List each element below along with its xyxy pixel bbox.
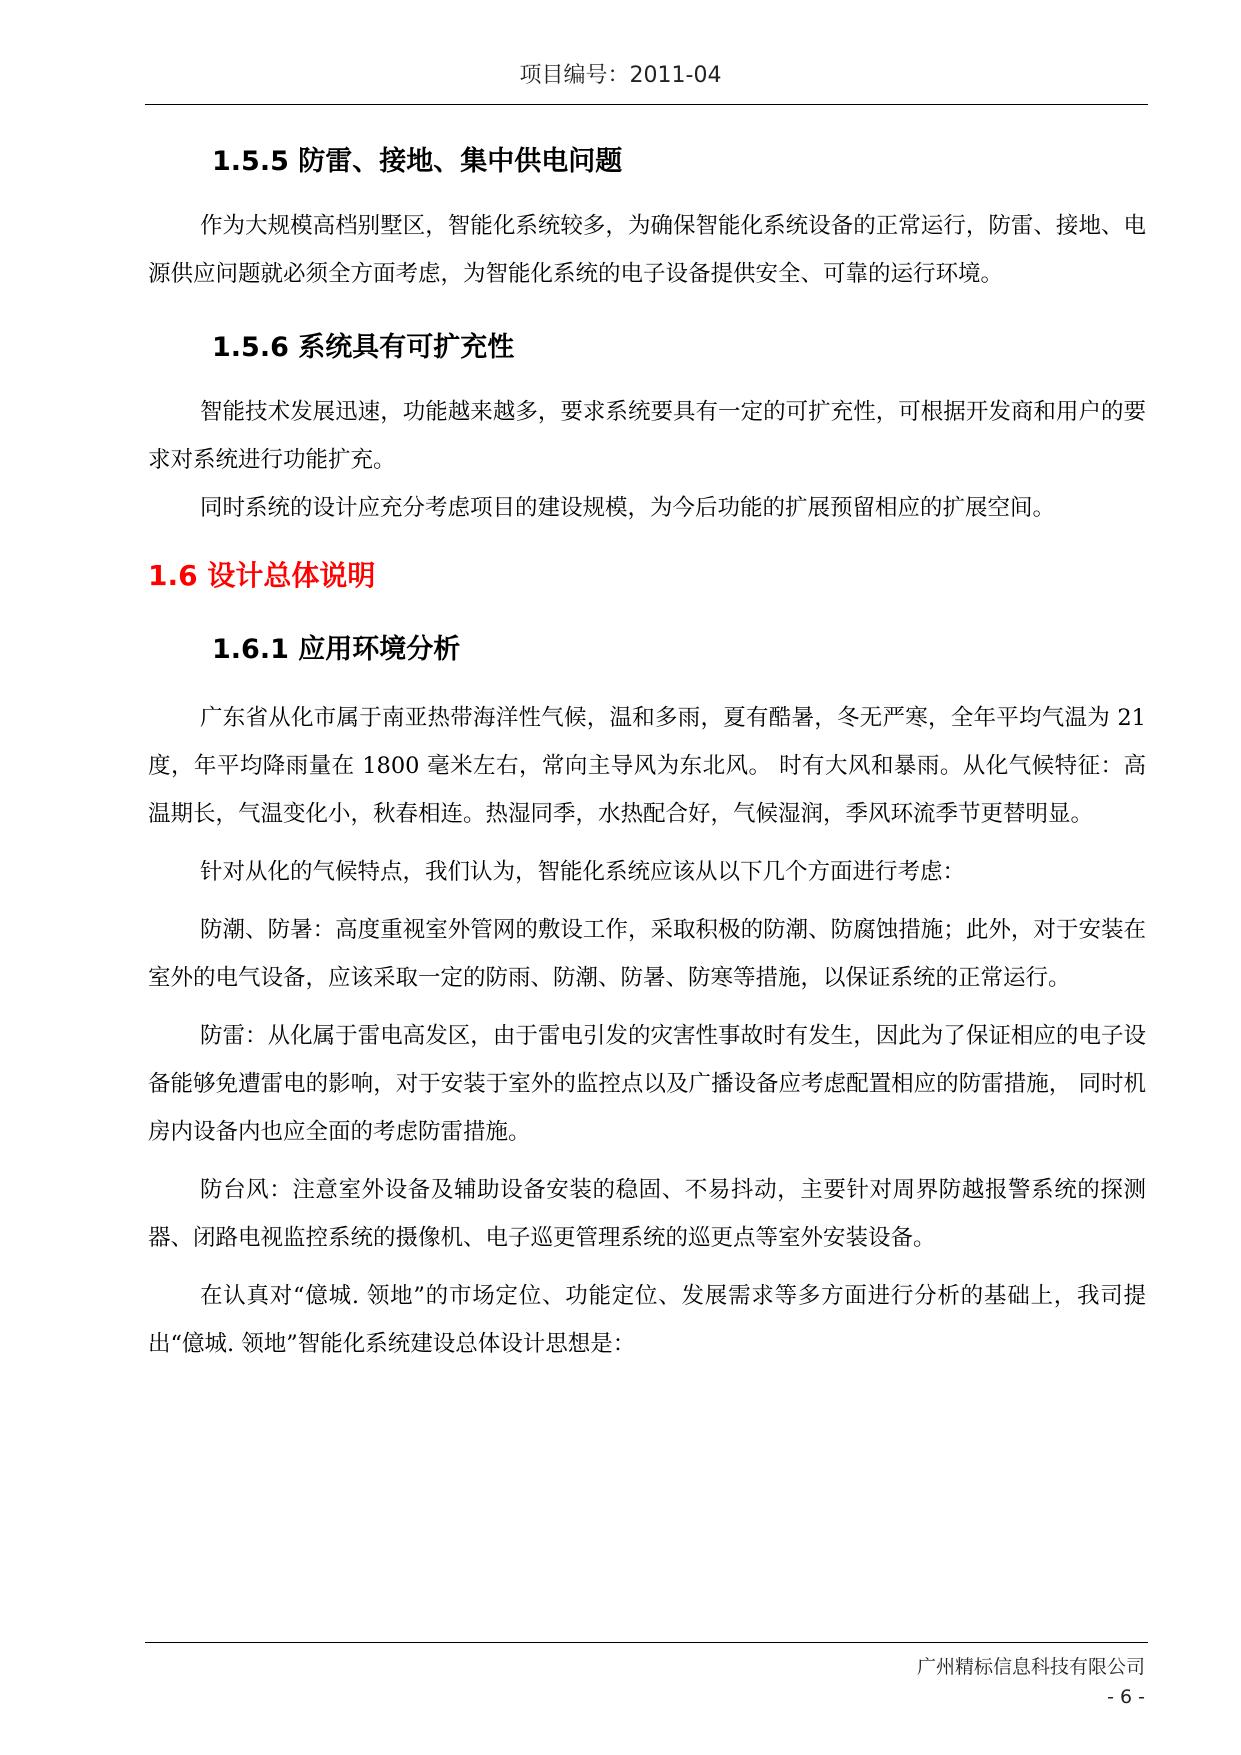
header-rule [145, 104, 1148, 105]
heading-1-6-1: 1.6.1 应用环境分析 [212, 634, 461, 665]
footer-company-name: 广州精标信息科技有限公司 [916, 1656, 1145, 1678]
header-project-number: 项目编号：2011-04 [519, 63, 722, 88]
paragraph: 作为大规模高档别墅区，智能化系统较多，为确保智能化系统设备的正常运行，防雷、接地、电源供应问题就必须全方面考虑，为智能化系统的电子设备提供安全、可靠的运行环境。 [148, 213, 1146, 287]
paragraph: 防台风：注意室外设备及辅助设备安装的稳固、不易抖动，主要针对周界防越报警系统的探测器、闭路电视监控系统的摄像机、电子巡更管理系统的巡更点等室外安装设备。 [148, 1177, 1146, 1251]
paragraph: 智能技术发展迅速，功能越来越多，要求系统要具有一定的可扩充性，可根据开发商和用户的要求对系统进行功能扩充。 [148, 399, 1146, 473]
footer-rule [145, 1642, 1148, 1643]
heading-1-6: 1.6 设计总体说明 [148, 559, 376, 592]
paragraph: 广东省从化市属于南亚热带海洋性气候，温和多雨，夏有酷暑，冬无严寒，全年平均气温为 21 度，年平均降雨量在 1800 毫米左右，常向主导风为东北风。 时有大风和暴雨。从化气候特征：高温期长，气温变化小，秋春相连。热湿同季，水热配合好，气候湿润，季风环流季节更替明显。 [148, 705, 1146, 827]
page-number: - 6 - [1107, 1686, 1145, 1708]
paragraph: 同时系统的设计应充分考虑项目的建设规模，为今后功能的扩展预留相应的扩展空间。 [200, 495, 1056, 521]
paragraph: 在认真对“億城. 领地”的市场定位、功能定位、发展需求等多方面进行分析的基础上，我司提出“億城. 领地”智能化系统建设总体设计思想是： [148, 1283, 1146, 1357]
paragraph: 防雷：从化属于雷电高发区，由于雷电引发的灾害性事故时有发生，因此为了保证相应的电子设备能够免遭雷电的影响，对于安装于室外的监控点以及广播设备应考虑配置相应的防雷措施， 同时机房内设备内也应全面的考虑防雷措施。 [148, 1023, 1146, 1145]
document-body [148, 142, 1146, 1368]
paragraph: 防潮、防暑：高度重视室外管网的敷设工作，采取积极的防潮、防腐蚀措施；此外，对于安装在室外的电气设备，应该采取一定的防雨、防潮、防暑、防寒等措施，以保证系统的正常运行。 [148, 917, 1146, 991]
heading-1-5-6: 1.5.6 系统具有可扩充性 [212, 332, 515, 363]
paragraph: 针对从化的气候特点，我们认为，智能化系统应该从以下几个方面进行考虑： [200, 859, 966, 885]
heading-1-5-5: 1.5.5 防雷、接地、集中供电问题 [212, 146, 623, 177]
